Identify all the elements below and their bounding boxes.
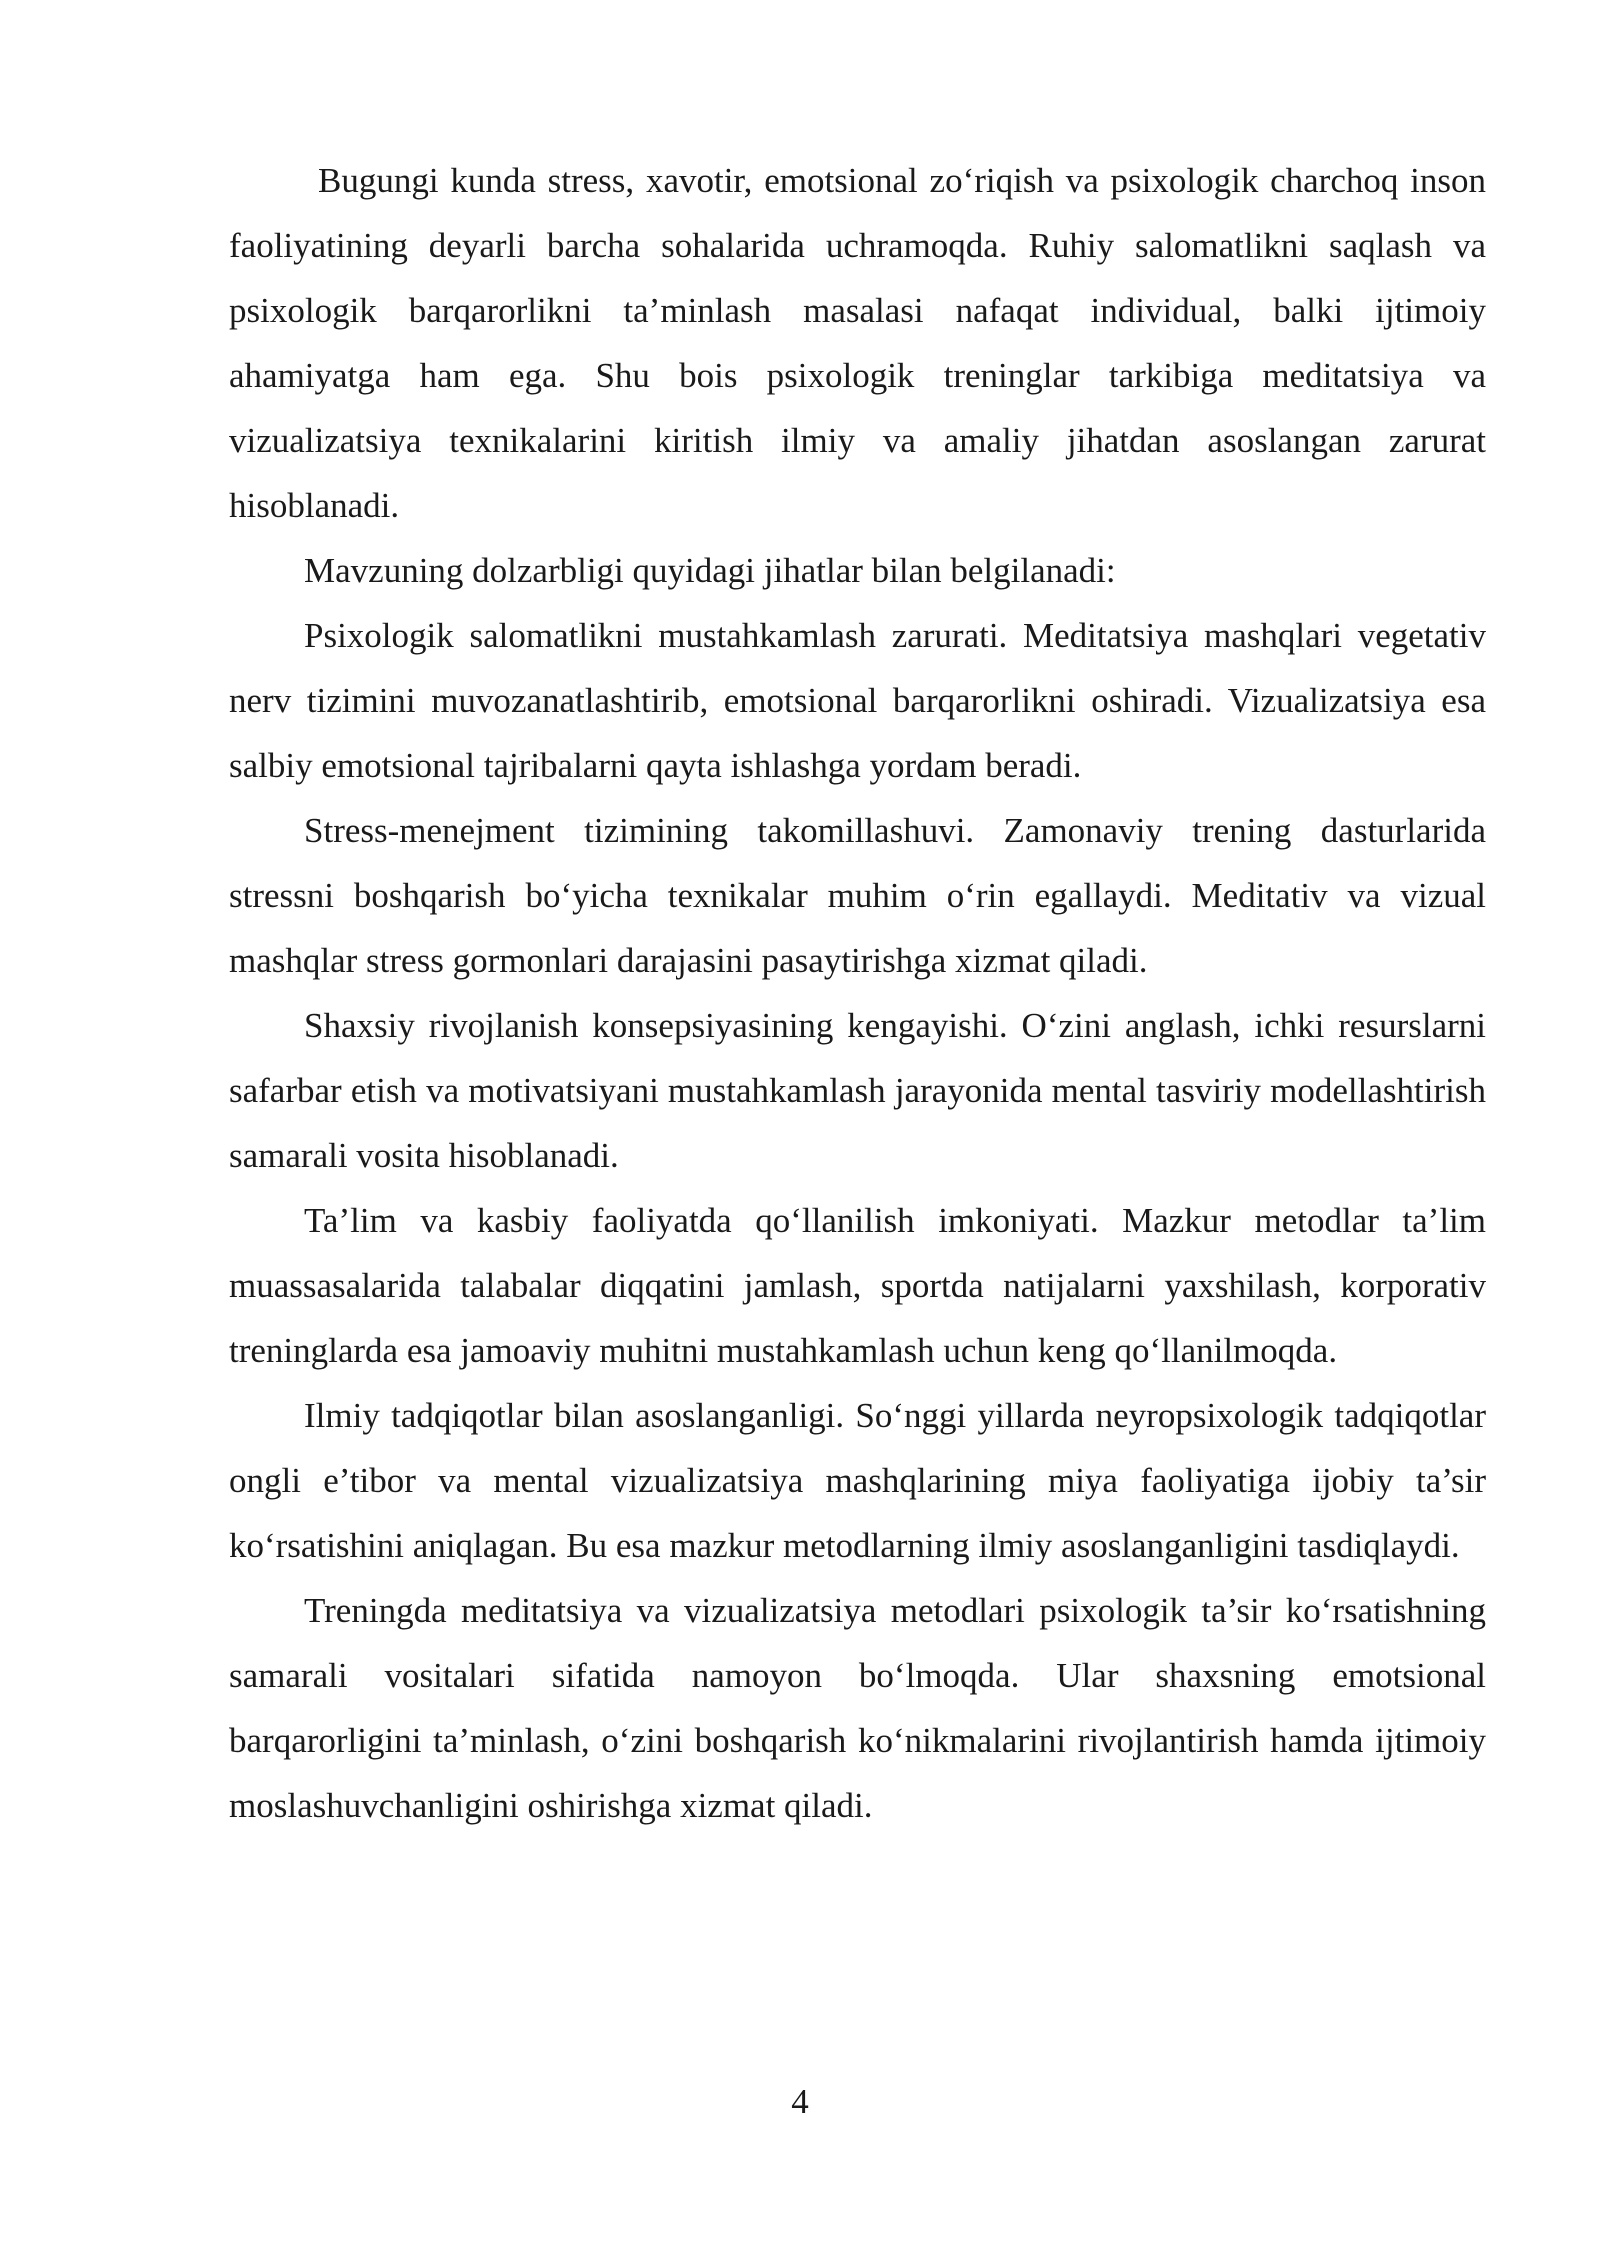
paragraph-intro: Bugungi kunda stress, xavotir, emotsional zo‘riqish va psixologik charchoq inson faoliyatining deyarli barcha sohalarida uchramoqda. Ruhiy salomatlikni saqlash va psixologik barqarorlikni ta’minlash masalasi nafaqat individual, balki ijtimoiy ahamiyatga ham ega. Shu bois psixologik treninglar tarkibiga meditatsiya va vizualizatsiya texnikalarini kiritish ilmiy va amaliy jihatdan asoslangan zarurat hisoblanadi. — [229, 161, 1486, 525]
paragraph-psychological-health: Psixologik salomatlikni mustahkamlash zarurati. Meditatsiya mashqlari vegetativ nerv tizimini muvozanatlashtirib, emotsional barqarorlikni oshiradi. Vizualizatsiya esa salbiy emotsional tajribalarni qayta ishlashga yordam beradi. — [229, 616, 1486, 785]
paragraph-personal-development: Shaxsiy rivojlanish konsepsiyasining kengayishi. O‘zini anglash, ichki resurslarni safarbar etish va motivatsiyani mustahkamlash jarayonida mental tasviriy modellashtirish samarali vosita hisoblanadi. — [229, 1006, 1486, 1175]
paragraph-stress-management: Stress-menejment tizimining takomillashuvi. Zamonaviy trening dasturlarida stressni boshqarish bo‘yicha texnikalar muhim o‘rin egallaydi. Meditativ va vizual mashqlar stress gormonlari darajasini pasaytirishga xizmat qiladi. — [229, 811, 1486, 980]
paragraph-relevance-heading: Mavzuning dolzarbligi quyidagi jihatlar bilan belgilanadi: — [304, 551, 1116, 590]
paragraph-scientific-basis: Ilmiy tadqiqotlar bilan asoslanganligi. So‘nggi yillarda neyropsixologik tadqiqotlar ongli e’tibor va mental vizualizatsiya mashqlarining miya faoliyatiga ijobiy ta’sir ko‘rsatishini aniqlagan. Bu esa mazkur metodlarning ilmiy asoslanganligini tasdiqlaydi. — [229, 1396, 1486, 1565]
paragraph-education-application: Ta’lim va kasbiy faoliyatda qo‘llanilish imkoniyati. Mazkur metodlar ta’lim muassasalarida talabalar diqqatini jamlash, sportda natijalarni yaxshilash, korporativ treninglarda esa jamoaviy muhitni mustahkamlash uchun keng qo‘llanilmoqda. — [229, 1201, 1486, 1370]
body-text — [229, 148, 1486, 1838]
page-number: 4 — [791, 2082, 809, 2121]
paragraph-conclusion: Treningda meditatsiya va vizualizatsiya metodlari psixologik ta’sir ko‘rsatishning samarali vositalari sifatida namoyon bo‘lmoqda. Ular shaxsning emotsional barqarorligini ta’minlash, o‘zini boshqarish ko‘nikmalarini rivojlantirish hamda ijtimoiy moslashuvchanligini oshirishga xizmat qiladi. — [229, 1591, 1486, 1825]
